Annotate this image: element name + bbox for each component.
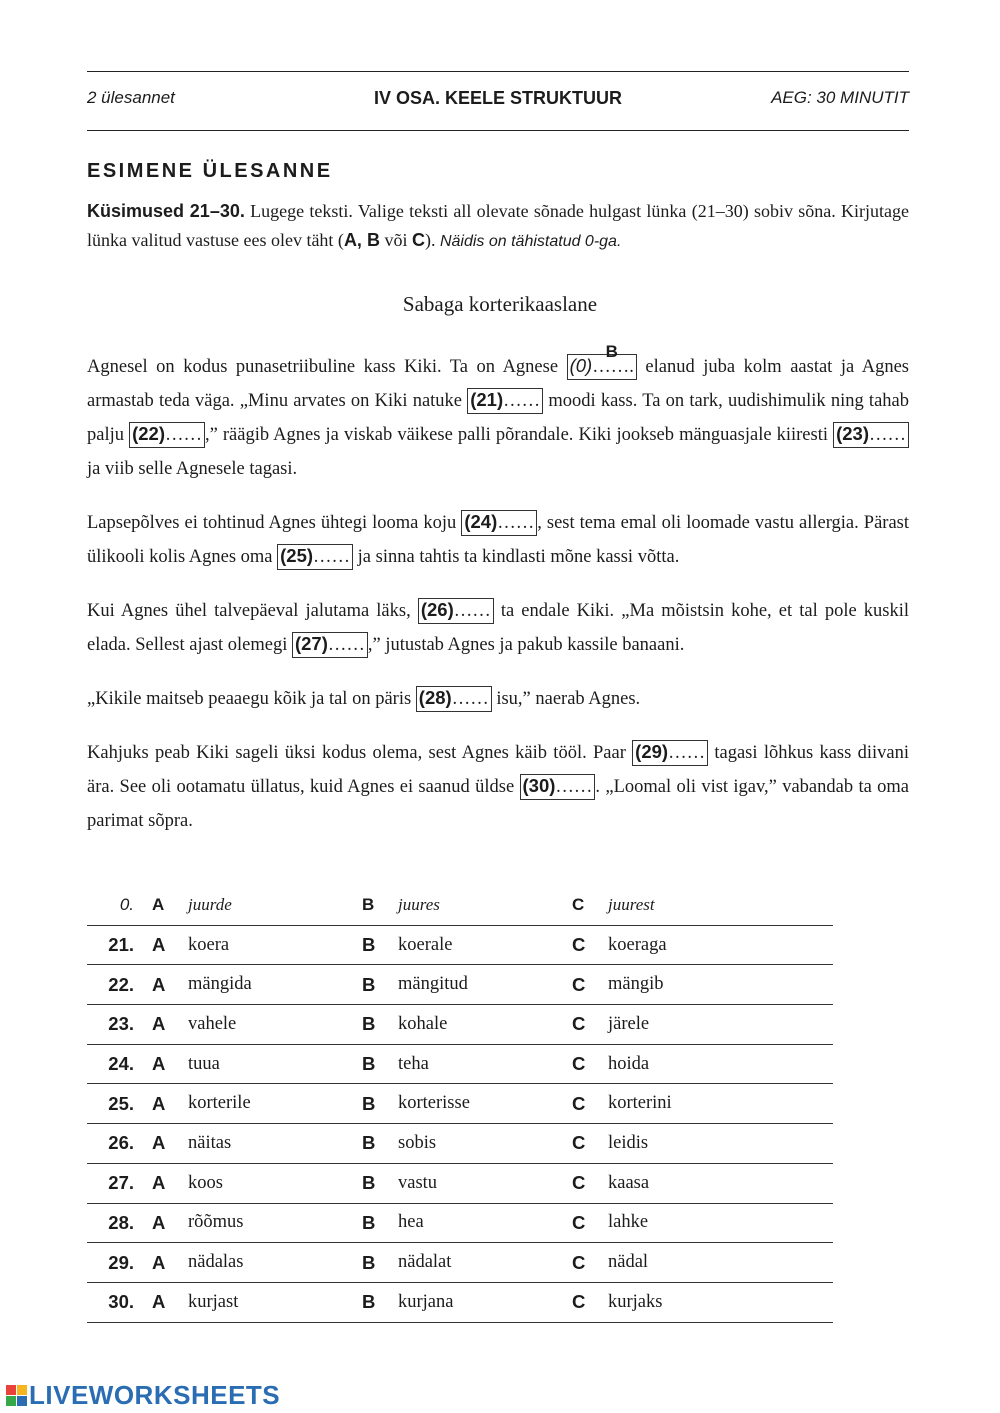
option-letter-b: B	[358, 1203, 398, 1243]
gap-22[interactable]	[129, 422, 205, 448]
option-letter-a: A	[148, 1005, 188, 1045]
instructions-after: ).	[424, 230, 440, 250]
option-b: vastu	[398, 1163, 568, 1203]
option-c: kurjaks	[608, 1282, 833, 1322]
gap-label: (27)	[294, 633, 328, 654]
option-letter-a: A	[148, 1243, 188, 1283]
option-b: juures	[398, 886, 568, 925]
option-letter-b: B	[358, 925, 398, 965]
option-letter-b: B	[358, 965, 398, 1005]
option-letter-a: A	[148, 1203, 188, 1243]
option-a: rõõmus	[188, 1203, 358, 1243]
option-row	[87, 965, 833, 1005]
example-answer: B	[605, 342, 618, 361]
paragraph-text: „Kikile maitseb peaaegu kõik ja tal on päris	[87, 689, 416, 709]
option-row	[87, 1005, 833, 1045]
paragraph-text: Lapsepõlves ei tohtinud Agnes ühtegi looma koju	[87, 513, 462, 533]
option-b: koerale	[398, 925, 568, 965]
paragraph-2	[87, 506, 909, 574]
option-letter-a: A	[148, 965, 188, 1005]
option-a: juurde	[188, 886, 358, 925]
logo-square-icon	[6, 1396, 16, 1406]
paragraph-text: Kui Agnes ühel talvepäeval jalutama läks,	[87, 601, 418, 621]
option-b: kurjana	[398, 1282, 568, 1322]
paragraph-text: ja sinna tahtis ta kindlasti mõne kassi võtta.	[353, 547, 680, 567]
option-letter-a: A	[148, 1163, 188, 1203]
option-letter-c: C	[568, 965, 608, 1005]
gap-label: (26)	[420, 599, 454, 620]
option-row	[87, 1124, 833, 1164]
option-b: hea	[398, 1203, 568, 1243]
option-letter-c: C	[568, 1005, 608, 1045]
gap-label: (23)	[836, 423, 869, 444]
option-letter-b: B	[358, 1044, 398, 1084]
gap-label: (0)	[569, 355, 593, 376]
paragraph-text: Kahjuks peab Kiki sageli üksi kodus olema, sest Agnes käib tööl. Paar	[87, 743, 633, 763]
option-a: kurjast	[188, 1282, 358, 1322]
option-b: korterisse	[398, 1084, 568, 1124]
gap-29[interactable]	[632, 740, 708, 766]
gap-dots: ……	[451, 689, 489, 709]
logo-square-icon	[17, 1396, 27, 1406]
option-letter-b: B	[358, 1163, 398, 1203]
paragraph-text: elanud juba kolm aastat ja Agnes armastab teda väga. „Minu arvates on Kiki natuke	[87, 357, 909, 411]
page-header	[87, 88, 909, 114]
option-row	[87, 1044, 833, 1084]
paragraph-text: ja viib selle Agnesele tagasi.	[87, 459, 298, 479]
option-b: sobis	[398, 1124, 568, 1164]
option-letter-a: A	[148, 1124, 188, 1164]
gap-26[interactable]	[418, 598, 494, 624]
gap-label: (30)	[522, 775, 556, 796]
paragraph-text: ,” jutustab Agnes ja pakub kassile banaani.	[367, 635, 685, 655]
time-limit: AEG: 30 MINUTIT	[771, 88, 909, 107]
option-a: mängida	[188, 965, 358, 1005]
gap-dots: …….	[592, 357, 634, 377]
paragraph-text: moodi kass. Ta on tark, uudishimulik ning tahab palju	[87, 391, 909, 445]
option-letter-c: C	[568, 1124, 608, 1164]
gap-label: (29)	[635, 741, 669, 762]
option-b: teha	[398, 1044, 568, 1084]
option-c: nädal	[608, 1243, 833, 1283]
option-c: järele	[608, 1005, 833, 1045]
gap-label: (28)	[418, 687, 452, 708]
option-b: mängitud	[398, 965, 568, 1005]
question-number: 30.	[87, 1282, 148, 1322]
question-number: 0.	[87, 886, 148, 925]
option-letter-c: C	[568, 1243, 608, 1283]
instructions-example-note: Näidis on tähistatud 0-ga.	[439, 233, 622, 250]
top-rule	[87, 71, 909, 72]
instructions-letters: A, B	[343, 230, 380, 250]
gap-21[interactable]	[467, 388, 543, 414]
option-c: hoida	[608, 1044, 833, 1084]
gap-24[interactable]	[461, 510, 537, 536]
option-row	[87, 1243, 833, 1283]
option-c: leidis	[608, 1124, 833, 1164]
instructions-letter-c: C	[411, 230, 425, 250]
paragraph-4	[87, 682, 909, 716]
option-a: nädalas	[188, 1243, 358, 1283]
option-letter-b: B	[358, 886, 398, 925]
logo-square-icon	[17, 1385, 27, 1395]
option-letter-c: C	[568, 1044, 608, 1084]
task-count: 2 ülesannet	[87, 88, 175, 107]
option-row	[87, 1282, 833, 1322]
question-number: 27.	[87, 1163, 148, 1203]
option-row	[87, 1203, 833, 1243]
option-c: juurest	[608, 886, 833, 925]
option-letter-b: B	[358, 1124, 398, 1164]
gap-25[interactable]	[277, 544, 353, 570]
option-letter-c: C	[568, 1282, 608, 1322]
option-letter-a: A	[148, 886, 188, 925]
option-a: tuua	[188, 1044, 358, 1084]
option-row	[87, 1084, 833, 1124]
gap-label: (22)	[132, 423, 165, 444]
option-a: koera	[188, 925, 358, 965]
option-letter-a: A	[148, 1084, 188, 1124]
gap-dots: ……	[503, 391, 541, 411]
question-number: 23.	[87, 1005, 148, 1045]
paragraph-text: tagasi lõhkus kass diivani ära. See oli ootamatu üllatus, kuid Agnes ei saanud üldse	[87, 743, 909, 797]
option-letter-c: C	[568, 1203, 608, 1243]
gap-27[interactable]	[292, 632, 368, 658]
question-number: 21.	[87, 925, 148, 965]
option-a: korterile	[188, 1084, 358, 1124]
option-letter-c: C	[568, 1163, 608, 1203]
option-c: lahke	[608, 1203, 833, 1243]
paragraph-text: Agnesel on kodus punasetriibuline kass Kiki. Ta on Agnese	[87, 357, 567, 377]
option-letter-a: A	[148, 1044, 188, 1084]
gap-0-example	[567, 342, 637, 380]
gap-dots: ……	[497, 513, 535, 533]
option-letter-b: B	[358, 1243, 398, 1283]
paragraph-text: ta endale Kiki. „Ma mõistsin kohe, et tal pole kuskil elada. Sellest ajast olemegi	[87, 601, 909, 655]
option-letter-a: A	[148, 925, 188, 965]
option-b: kohale	[398, 1005, 568, 1045]
paragraph-text: ,” räägib Agnes ja viskab väikese palli põrandale. Kiki jookseb mänguasjale kiiresti	[204, 425, 834, 445]
question-number: 22.	[87, 965, 148, 1005]
instructions-or: või	[379, 230, 412, 250]
gap-23[interactable]	[833, 422, 909, 448]
paragraph-3	[87, 594, 909, 662]
gap-label: (21)	[470, 389, 504, 410]
brand-name: LIVEWORKSHEETS	[29, 1379, 281, 1410]
option-letter-c: C	[568, 1084, 608, 1124]
gap-dots: ……	[555, 777, 593, 797]
logo-mark-icon	[6, 1385, 27, 1406]
part-title: IV OSA. KEELE STRUKTUUR	[373, 88, 623, 108]
instructions	[87, 197, 909, 256]
gap-dots: ……	[327, 635, 365, 655]
header-rule	[87, 130, 909, 131]
option-letter-a: A	[148, 1282, 188, 1322]
question-number: 28.	[87, 1203, 148, 1243]
gap-28[interactable]	[416, 686, 492, 712]
logo-square-icon	[6, 1385, 16, 1395]
option-a: vahele	[188, 1005, 358, 1045]
option-letter-c: C	[568, 886, 608, 925]
option-letter-c: C	[568, 925, 608, 965]
option-row	[87, 925, 833, 965]
option-c: koeraga	[608, 925, 833, 965]
instructions-text: Lugege teksti. Valige teksti all olevate sõnade hulgast lünka (21–30) sobiv sõna. Kirjutage lünka valitud vastuse ees olev täht (	[87, 201, 909, 250]
gap-30[interactable]	[520, 774, 596, 800]
section-title: ESIMENE ÜLESANNE	[87, 160, 333, 182]
question-number: 29.	[87, 1243, 148, 1283]
gap-dots: ……	[453, 601, 491, 621]
option-c: kaasa	[608, 1163, 833, 1203]
option-a: näitas	[188, 1124, 358, 1164]
liveworksheets-logo	[6, 1380, 280, 1410]
paragraph-1	[87, 342, 909, 486]
question-number: 25.	[87, 1084, 148, 1124]
gap-dots: ……	[668, 743, 706, 763]
paragraph-text: . „Loomal oli vist igav,” vabandab ta oma parimat sõpra.	[87, 777, 909, 831]
option-letter-b: B	[358, 1282, 398, 1322]
gap-dots: ……	[869, 425, 906, 445]
option-c: korterini	[608, 1084, 833, 1124]
text-title: Sabaga korterikaaslane	[402, 292, 598, 316]
option-c: mängib	[608, 965, 833, 1005]
option-a: koos	[188, 1163, 358, 1203]
option-b: nädalat	[398, 1243, 568, 1283]
question-number: 24.	[87, 1044, 148, 1084]
paragraph-text: isu,” naerab Agnes.	[491, 689, 641, 709]
gap-dots: ……	[313, 547, 351, 567]
answer-options-table	[87, 886, 833, 1323]
paragraph-text: , sest tema emal oli loomade vastu allergia. Pärast ülikooli kolis Agnes oma	[87, 513, 909, 567]
paragraph-5	[87, 736, 909, 838]
example-row	[87, 886, 833, 925]
option-letter-b: B	[358, 1005, 398, 1045]
gap-label: (24)	[464, 511, 498, 532]
option-letter-b: B	[358, 1084, 398, 1124]
question-number: 26.	[87, 1124, 148, 1164]
gap-label: (25)	[280, 545, 314, 566]
instructions-lead: Küsimused 21–30.	[87, 201, 245, 221]
option-row	[87, 1163, 833, 1203]
gap-dots: ……	[164, 425, 202, 445]
